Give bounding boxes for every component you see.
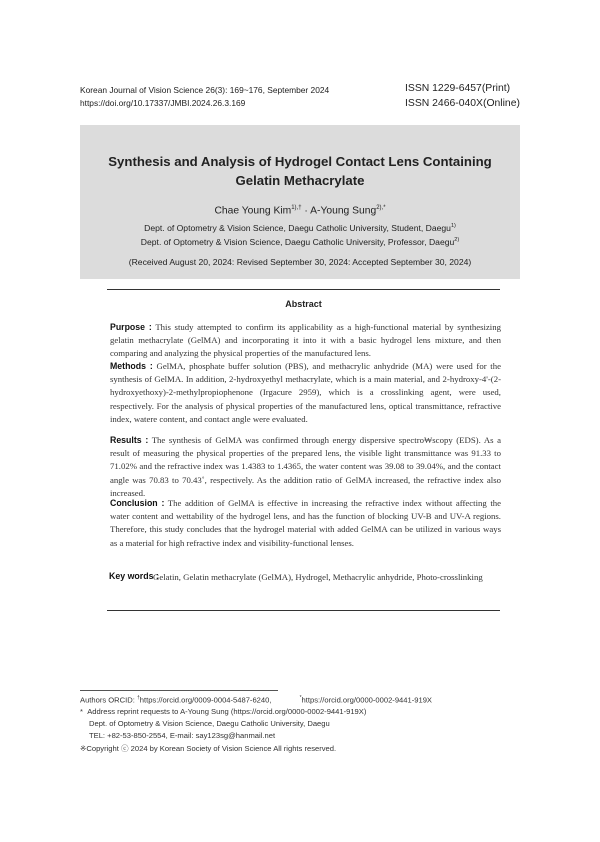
abstract-methods (110, 360, 501, 426)
orcid-footnote (80, 695, 432, 705)
methods-label: Methods : (110, 361, 153, 371)
conclusion-text: The addition of GelMA is effective in increasing the refractive index without affecting the water content and wettability of the hydrogel lens, and has the function of blocking UV-B and UV-A regions. Therefore, this study concludes that the hydrogel material with added GelMA can be utilized in various ways as a material for high refractive index and visibility-functional lenses. (110, 498, 502, 548)
author-1-mark: 1),† (291, 205, 302, 211)
results-label: Results : (110, 435, 149, 445)
abstract-results (110, 434, 501, 500)
corresponding-dept: Dept. of Optometry & Vision Science, Daegu Catholic University, Daegu (89, 719, 330, 728)
issn-online: ISSN 2466-040X(Online) (405, 98, 520, 109)
orcid-2-mark: * (299, 695, 302, 701)
title-box (80, 125, 520, 279)
issn-print: ISSN 1229-6457(Print) (405, 83, 511, 94)
keywords-text: Gelatin, Gelatin methacrylate (GelMA), Hydrogel, Methacrylic anhydride, Photo-crosslinking (153, 572, 483, 582)
affiliation-mark: 2) (454, 237, 460, 244)
abstract-conclusion (110, 497, 501, 550)
affiliation-text: Dept. of Optometry & Vision Science, Daegu Catholic University, Student, Daegu (144, 223, 451, 233)
author-2-mark: 2),* (376, 205, 386, 211)
abstract-bottom-rule (107, 610, 500, 611)
paper-title (80, 152, 520, 190)
abstract-purpose (110, 321, 501, 361)
orcid-1-link[interactable]: https://orcid.org/0009-0004-5487-6240, (139, 695, 272, 705)
contact-info: TEL: +82-53-850-2554, E-mail: say123sg@hanmail.net (89, 731, 276, 740)
author-2: A-Young Sung (310, 205, 377, 217)
received-dates: (Received August 20, 2024: Revised September 30, 2024: Accepted September 30, 2024) (128, 257, 472, 267)
abstract-top-rule (107, 289, 500, 290)
methods-text: GelMA, phosphate buffer solution (PBS), and methacrylic anhydride (MA) were used for the synthesis of GelMA. In addition, 2-hydroxyethyl methacrylate, which is a main material, and 2-hydroxy-4'-(2-hydroxyethoxy)-2-methylpropiophenone (Irgacure 2959), which is a crosslinking agent, were used, respectively. For the analysis of physical properties of the manufactured lens, optical transmittance, refractive index, watere content, and contact angle were evaluated. (110, 361, 501, 424)
title-line-1: Synthesis and Analysis of Hydrogel Contact Lens Containing (108, 154, 492, 169)
title-line-2: Gelatin Methacrylate (235, 173, 365, 188)
purpose-text: This study attempted to confirm its applicability as a high-functional material by synthesizing gelatin methacrylate (GelMA) and incorporating it into it with a basic hydrogel lens mixture, and then comparing and analyzing the physical properties of the manufactured lens. (110, 322, 501, 359)
orcid-1-mark: † (136, 695, 140, 701)
journal-name: Korean Journal of Vision Science 26(3): 169~176, September 2024 (80, 85, 330, 95)
author-1: Chae Young Kim (214, 205, 292, 217)
doi-link[interactable]: https://doi.org/10.17337/JMBI.2024.26.3.169 (80, 98, 246, 108)
reprint-address (80, 707, 366, 716)
conclusion-label: Conclusion : (110, 498, 165, 508)
copyright-notice: ※Copyright ⓒ 2024 by Korean Society of Vision Science All rights reserved. (80, 744, 337, 753)
results-text: The synthesis of GelMA was confirmed through energy dispersive spectro₩scopy (EDS). As a result of measuring the physical properties of the prepared lens, the visible light transmittance was 91.33 to 71.02% and the refractive index was 1.4383 to 1.4365, the water content was 39.08 to 39.04%, and the contact angle was 70.83 to 70.43˚, respectively. As the addition ratio of GelMA increased, the refractive index also increased. (110, 435, 502, 498)
address-text: Address reprint requests to A-Young Sung (https://orcid.org/0000-0002-9441-919X) (87, 707, 367, 716)
author-list (80, 205, 520, 216)
affiliation-1 (80, 223, 520, 233)
footnote-rule (80, 690, 278, 691)
purpose-label: Purpose : (110, 322, 152, 332)
orcid-2-link[interactable]: https://orcid.org/0000-0002-9441-919X (301, 695, 432, 705)
author-separator: · (304, 205, 308, 217)
issn-block (405, 81, 520, 111)
address-mark: * (80, 707, 83, 716)
abstract-heading: Abstract (285, 299, 322, 309)
affiliation-text: Dept. of Optometry & Vision Science, Daegu Catholic University, Professor, Daegu (140, 237, 455, 247)
journal-citation (80, 84, 329, 110)
keywords-label: Key words : (109, 571, 159, 581)
orcid-label: Authors ORCID: (80, 695, 137, 705)
affiliation-2 (80, 237, 520, 247)
affiliation-mark: 1) (450, 223, 456, 230)
